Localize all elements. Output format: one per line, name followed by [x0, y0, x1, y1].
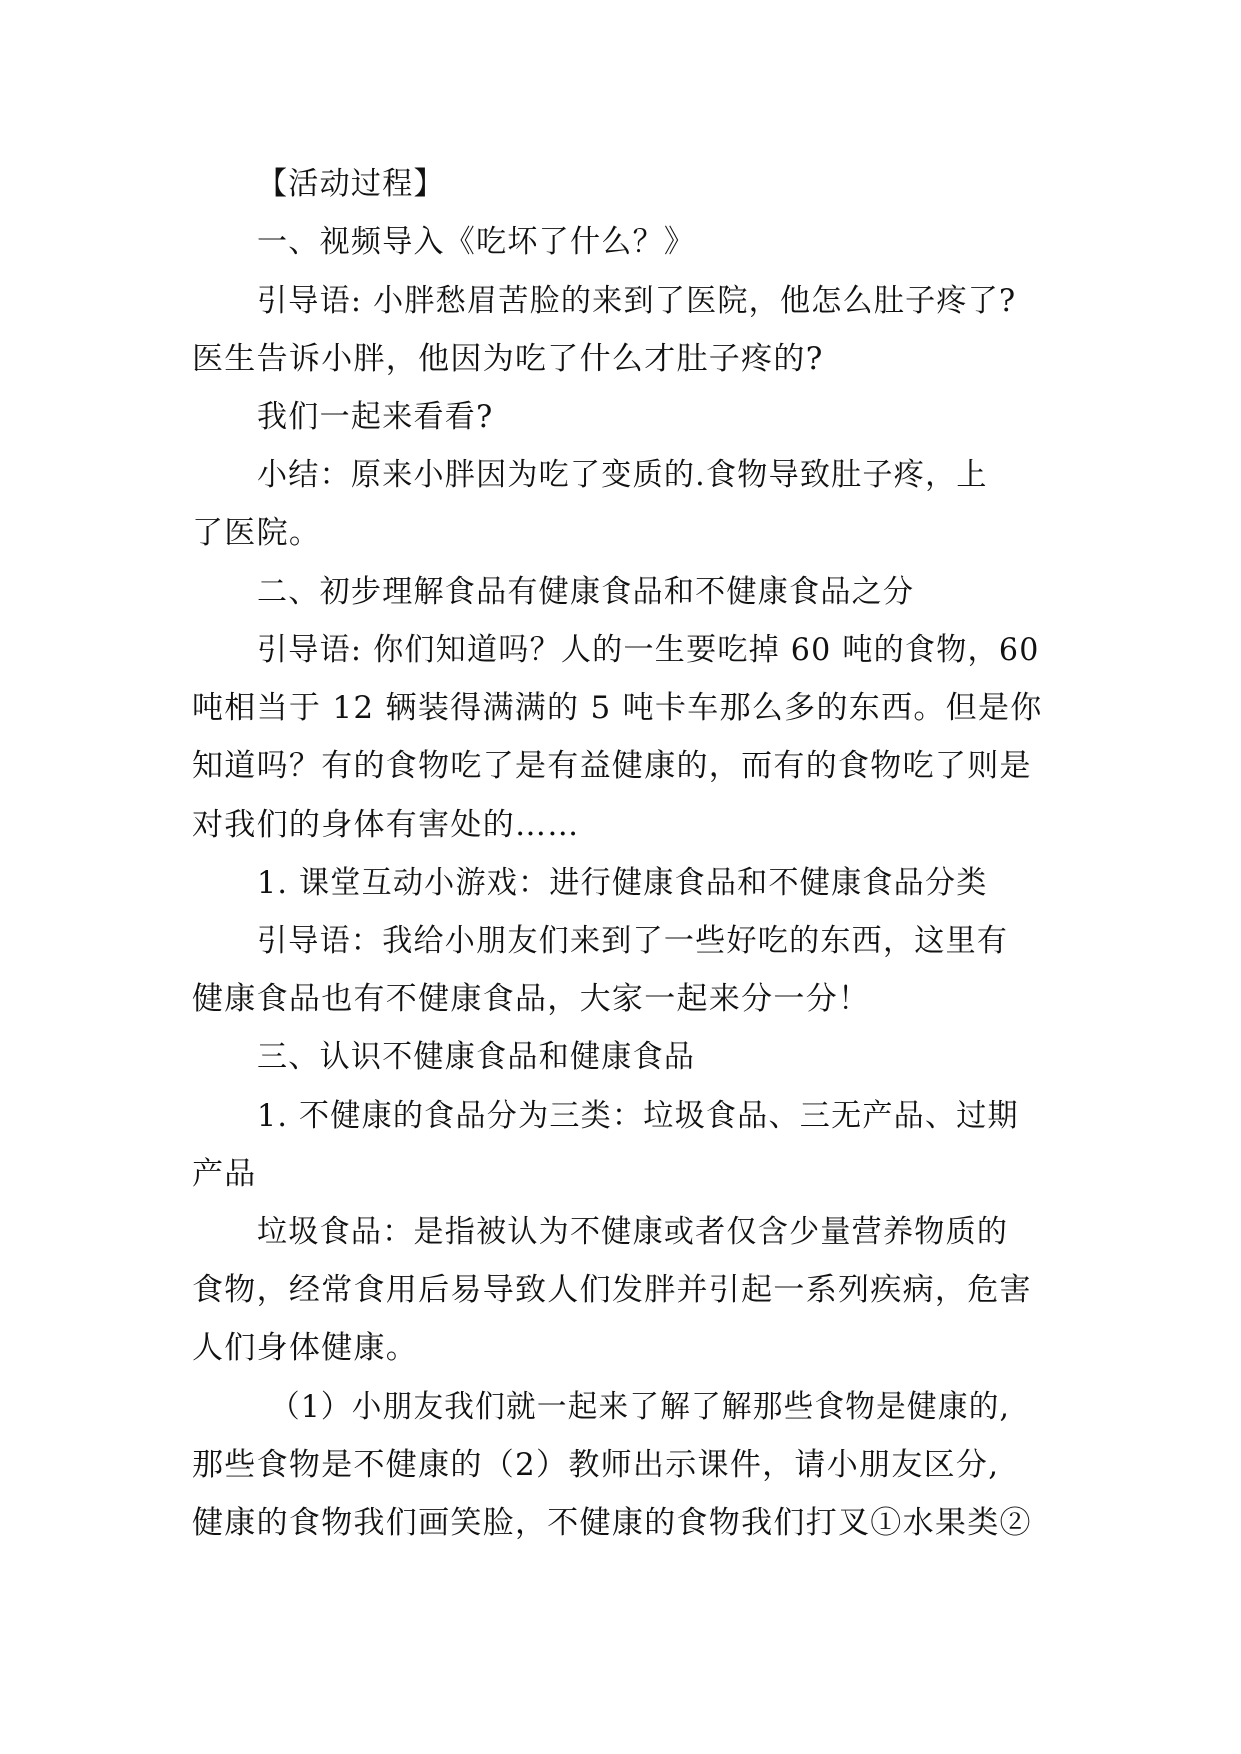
- paragraph-line: 了医院。: [192, 515, 322, 551]
- paragraph-line: 健康食品也有不健康食品，大家一起来分一分！: [192, 981, 871, 1017]
- paragraph-line: （1）小朋友我们就一起来了解了解那些食物是健康的,: [270, 1389, 1011, 1425]
- section-heading-food-types: 二、初步理解食品有健康食品和不健康食品之分: [257, 574, 915, 610]
- paragraph-line: 食物，经常食用后易导致人们发胖并引起一系列疾病，危害: [192, 1272, 1032, 1308]
- paragraph-line: 那些食物是不健康的（2）教师出示课件，请小朋友区分,: [192, 1447, 1000, 1483]
- paragraph-line: 引导语: 你们知道吗？人的一生要吃掉 60 吨的食物，60: [257, 632, 1040, 668]
- paragraph-line: 小结：原来小胖因为吃了变质的.食物导致肚子疼，上: [257, 457, 988, 493]
- paragraph-line: 引导语：我给小朋友们来到了一些好吃的东西，这里有: [257, 923, 1009, 959]
- paragraph-line: 引导语: 小胖愁眉苦脸的来到了医院，他怎么肚子疼了?: [257, 283, 1017, 319]
- paragraph-line: 吨相当于 12 辆装得满满的 5 吨卡车那么多的东西。但是你: [192, 690, 1043, 726]
- paragraph-line: 知道吗？有的食物吃了是有益健康的，而有的食物吃了则是: [192, 748, 1032, 784]
- list-item-line: 1. 不健康的食品分为三类：垃圾食品、三无产品、过期: [257, 1098, 1019, 1134]
- paragraph-line: 对我们的身体有害处的……: [192, 807, 580, 843]
- section-heading-activity-process: 【活动过程】: [257, 166, 445, 202]
- paragraph-line: 我们一起来看看?: [257, 399, 494, 435]
- section-heading-video-intro: 一、视频导入《吃坏了什么？》: [257, 224, 696, 260]
- paragraph-line: 健康的食物我们画笑脸，不健康的食物我们打叉①水果类②: [192, 1505, 1032, 1541]
- paragraph-line: 产品: [192, 1156, 257, 1192]
- paragraph-line: 人们身体健康。: [192, 1330, 419, 1366]
- paragraph-line: 医生告诉小胖，他因为吃了什么才肚子疼的?: [192, 341, 824, 377]
- paragraph-line: 垃圾食品：是指被认为不健康或者仅含少量营养物质的: [257, 1214, 1009, 1250]
- list-item-line: 1. 课堂互动小游戏：进行健康食品和不健康食品分类: [257, 865, 988, 901]
- section-heading-recognize-foods: 三、认识不健康食品和健康食品: [257, 1039, 696, 1075]
